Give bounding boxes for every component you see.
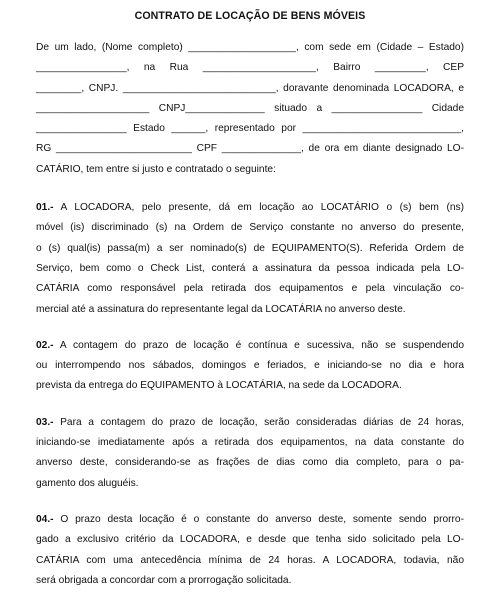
intro-line: ________________ Estado ______, representado por ____________________________, [36,123,464,135]
intro-line: ____________________ CNPJ______________ situado a ________________ Cidade [36,102,464,114]
clause-line: gamento dos aluguéis. [36,477,139,489]
intro-paragraph [36,38,464,180]
clause-line [36,510,464,530]
clause-line: CATÁRIA com uma antecedência mínima de 24 horas. A LOCADORA, todavia, não [36,554,464,566]
intro-line: RG ________________________ CPF ______________, de ora em diante designado LO- [36,143,464,155]
intro-line: ________, CNPJ. ___________________________, doravante denominada LOCADORA, e [36,82,464,94]
clause-line: ou interrompendo nos sábados, domingos e feriados, e iniciando-se no dia e hora [36,360,464,372]
clause-number: 02.- [36,339,54,351]
clause-line: será obrigada a concordar com a prorrogação solicitada. [36,574,292,586]
clause-line: o (s) qual(is) passa(m) a ser nominado(s) de EQUIPAMENTO(S). Referida Ordem de [36,242,464,254]
clause-number: 04.- [36,513,54,525]
clause-04 [36,510,464,591]
clause-line: gado a exclusivo critério da LOCADORA, e desde que tenha sido solicitado pela LO- [36,534,464,546]
clause-02 [36,336,464,397]
clause-text: A LOCADORA, pelo presente, dá em locação ao LOCATÁRIO o (s) bem (ns) [53,202,464,214]
clause-line: anverso deste, considerando-se as frações de dias como dia completo, para o pa- [36,457,464,469]
clause-line [36,413,464,433]
intro-line: ________________, na Rua ____________________, Bairro _________, CEP [36,62,464,74]
clause-text: A contagem do prazo de locação é contínua e sucessiva, não se suspendendo [53,339,464,351]
clause-line: Serviço, bem como o Check List, conterá a assinatura da pessoa indicada pela LO- [36,262,464,274]
clause-number: 01.- [36,202,54,214]
intro-line: De um lado, (Nome completo) ___________________, com sede em (Cidade – Estado) [36,42,464,53]
clause-line: prevista da entrega do EQUIPAMENTO à LOCATÁRIA, na sede da LOCADORA. [36,380,402,392]
document-title: CONTRATO DE LOCAÇÃO DE BENS MÓVEIS [134,10,366,22]
clause-01 [36,198,464,320]
clause-line: mercial até a assinatura do representante legal da LOCATÁRIA no anverso deste. [36,303,406,315]
clause-line [36,336,464,356]
clause-line: iniciando-se imediatamente após a retirada dos equipamentos, na data constante do [36,437,464,449]
intro-line: CATÁRIO, tem entre si justo e contratado o seguinte: [36,163,276,175]
clause-text: Para a contagem do prazo de locação, serão consideradas diárias de 24 horas, [53,416,464,428]
clause-text: O prazo desta locação é o constante do anverso deste, somente sendo prorro- [53,513,464,525]
clause-number: 03.- [36,416,54,428]
clause-03 [36,413,464,494]
clause-line: CATÁRIA como responsável pela retirada dos equipamentos e pela vinculação co- [36,283,464,295]
clause-line: móvel (is) discriminado (s) na Ordem de Serviço constante no anverso do presente, [36,222,464,234]
clause-line [36,198,464,218]
